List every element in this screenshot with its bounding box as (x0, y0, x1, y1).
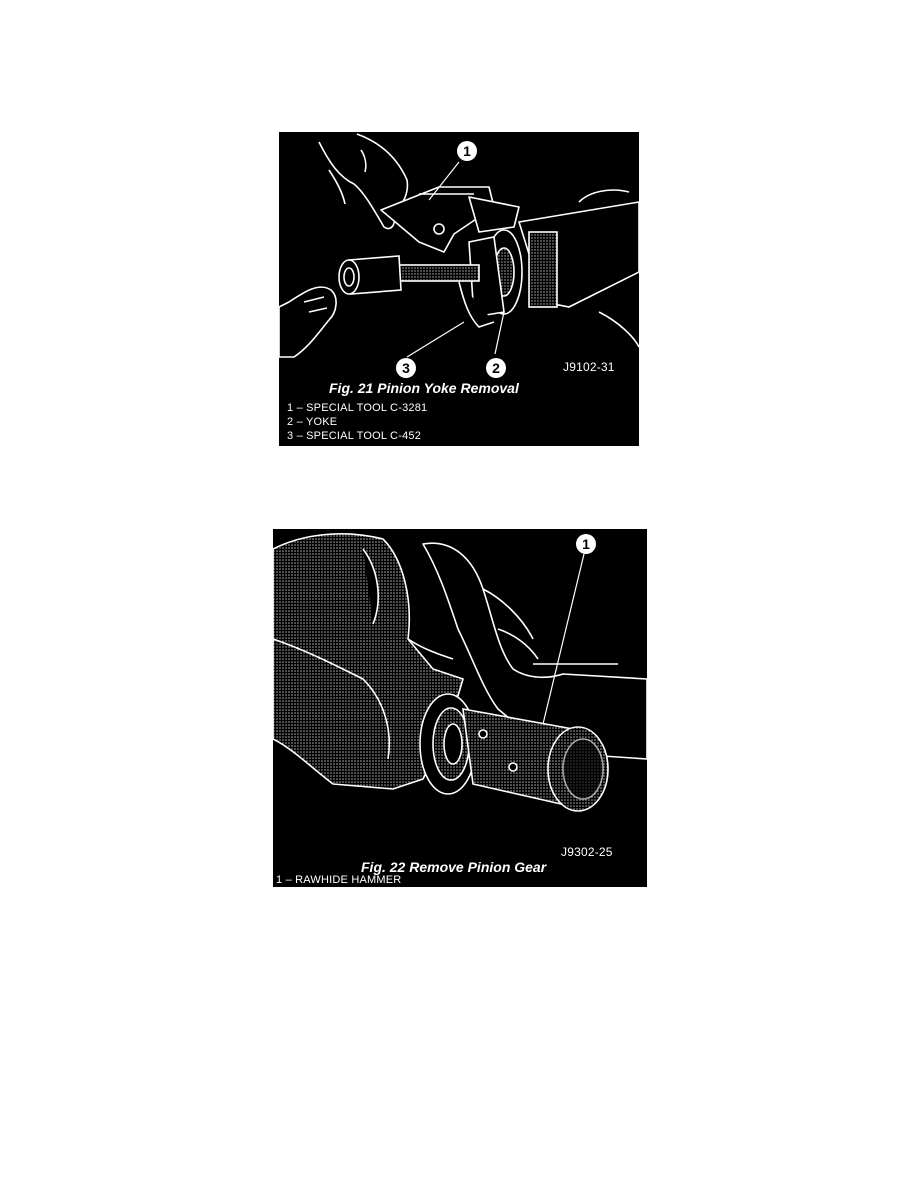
legend-item-2: 2 – YOKE (287, 416, 338, 428)
figure-caption: Fig. 21 Pinion Yoke Removal (329, 380, 519, 396)
illustration-pinion-yoke-removal (279, 132, 639, 446)
callout-1 (457, 141, 477, 161)
callout-2 (486, 358, 506, 378)
housing-drawing (519, 190, 639, 347)
callout-3 (396, 358, 416, 378)
illustration-remove-pinion-gear (273, 529, 647, 887)
legend-item-1: 1 – SPECIAL TOOL C-3281 (287, 402, 428, 414)
legend-item-1: 1 – RAWHIDE HAMMER (276, 874, 402, 886)
callout-2-label: 2 (492, 360, 500, 376)
figure-caption: Fig. 22 Remove Pinion Gear (361, 859, 547, 875)
figure-21-pinion-yoke-removal (279, 132, 639, 446)
callout-1-label: 1 (463, 143, 471, 159)
callout-1 (576, 534, 596, 554)
image-code: J9302-25 (561, 845, 613, 859)
hand-lower-drawing (279, 287, 336, 357)
legend-item-3: 3 – SPECIAL TOOL C-452 (287, 430, 422, 442)
callout-1-label: 1 (582, 536, 590, 552)
callout-3-label: 3 (402, 360, 410, 376)
figure-22-remove-pinion-gear (273, 529, 647, 887)
special-tool-c452-drawing (339, 256, 494, 327)
image-code: J9102-31 (563, 360, 615, 374)
